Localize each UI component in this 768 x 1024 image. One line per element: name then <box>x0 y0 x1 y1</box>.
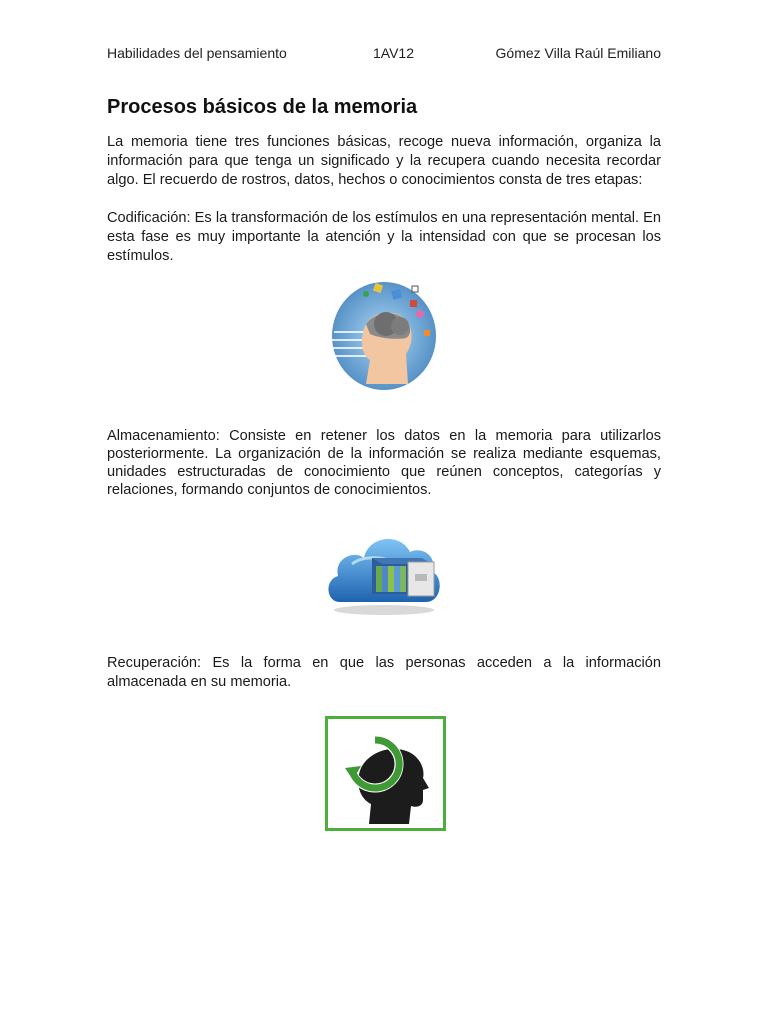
document-title: Procesos básicos de la memoria <box>107 96 418 118</box>
recuperacion-paragraph: Recuperación: Es la forma en que las personas acceden a la información almacenada en su memoria. <box>107 655 661 690</box>
head-ideas-illustration <box>326 274 442 396</box>
head-circular-arrow-icon <box>325 716 446 831</box>
head-ideas-icon <box>326 274 442 396</box>
header-author: Gómez Villa Raúl Emiliano <box>495 45 661 61</box>
cloud-drawer-illustration <box>322 516 446 616</box>
header-subject: Habilidades del pensamiento <box>107 45 287 61</box>
cloud-drawer-icon <box>322 516 446 616</box>
almacenamiento-paragraph: Almacenamiento: Consiste en retener los datos en la memoria para utilizarlos posteriormente. La organización de la información se realiza mediante esquemas, unidades estructuradas de conocimiento que reúnen conceptos, categorías y relaciones, formando conjuntos de conocimientos. <box>107 428 661 498</box>
intro-paragraph: La memoria tiene tres funciones básicas, recoge nueva información, organiza la información para que tenga un significado y la recupera cuando necesita recordar algo. El recuerdo de rostros, datos, hechos o conocimientos consta de tres etapas: <box>107 134 661 188</box>
header-group: 1AV12 <box>373 45 414 61</box>
head-recall-illustration <box>325 716 446 831</box>
codificacion-paragraph: Codificación: Es la transformación de los estímulos en una representación mental. En esta fase es muy importante la atención y la intensidad con que se procesan los estímulos. <box>107 210 661 264</box>
